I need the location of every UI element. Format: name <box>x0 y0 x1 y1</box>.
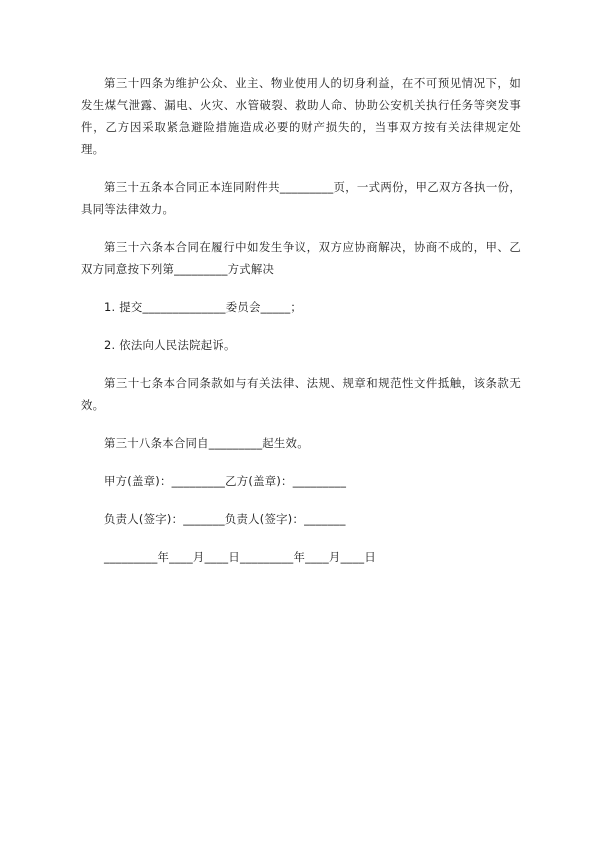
clause-36: 第三十六条本合同在履行中如发生争议，双方应协商解决，协商不成的，甲、乙双方同意按下列第_________方式解决 <box>81 240 521 276</box>
clause-34: 第三十四条为维护公众、业主、物业使用人的切身利益，在不可预见情况下，如发生煤气泄露、漏电、火灾、水管破裂、救助人命、协助公安机关执行任务等突发事件，乙方因采取紧急避险措施造成必要的财产损失的，当事双方按有关法律规定处理。 <box>81 76 521 156</box>
dispute-option-1: 1. 提交______________委员会_____； <box>104 300 303 314</box>
clause-35: 第三十五条本合同正本连同附件共_________页，一式两份，甲乙双方各执一份，具同等法律效力。 <box>81 180 521 216</box>
clause-38: 第三十八条本合同自_________起生效。 <box>104 436 309 450</box>
clause-37: 第三十七条本合同条款如与有关法律、法规、规章和规范性文件抵触，该条款无效。 <box>81 376 521 412</box>
party-seal-line: 甲方(盖章)：_________乙方(盖章)：_________ <box>104 474 347 488</box>
dispute-option-2: 2. 依法向人民法院起诉。 <box>104 338 236 352</box>
contract-body <box>81 72 521 584</box>
date-line: _________年____月____日_________年____月____日 <box>104 550 376 564</box>
signature-line: 负责人(签字)：_______负责人(签字)：_______ <box>104 512 346 526</box>
